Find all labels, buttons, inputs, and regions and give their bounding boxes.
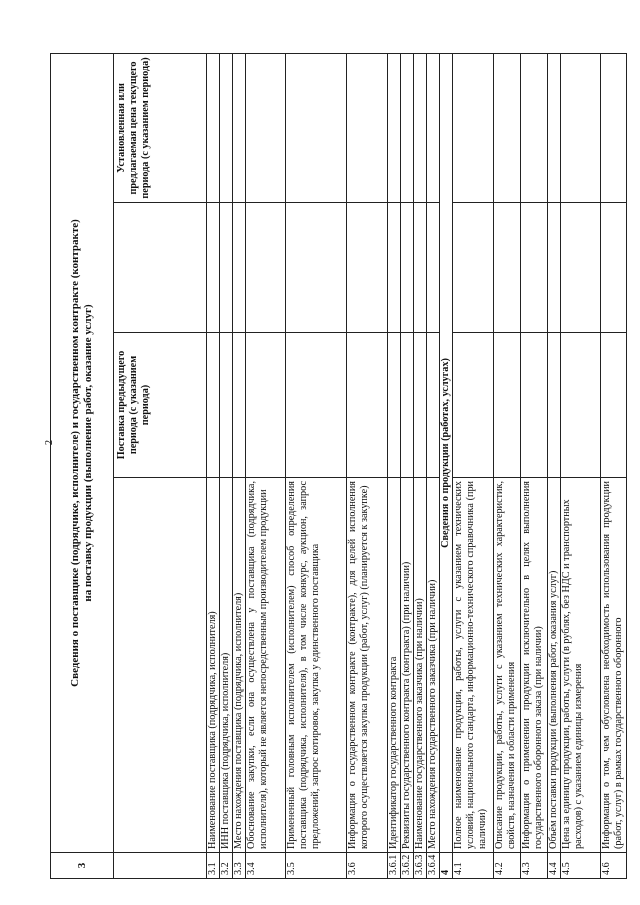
section3-title-row	[51, 53, 114, 878]
cell-value	[414, 333, 427, 478]
cell-value	[427, 53, 440, 202]
row-number: 3.2	[220, 853, 233, 879]
section3-title	[51, 53, 114, 852]
cell-value	[401, 203, 414, 333]
cell-value	[494, 333, 521, 478]
table-row	[601, 53, 627, 878]
cell-value	[347, 203, 388, 333]
cell-value	[207, 203, 220, 333]
row-label: Информация о том, чем обусловлена необходимость использования продукции (работ, услуг) в рамках государственного оборонного	[601, 478, 627, 853]
cell-value	[414, 203, 427, 333]
row-number: 3.6.4	[427, 853, 440, 879]
header-blank-num	[114, 853, 207, 879]
cell-value	[521, 333, 548, 478]
table-row	[521, 53, 548, 878]
cell-value	[601, 333, 627, 478]
cell-value	[453, 203, 494, 333]
cell-value	[286, 53, 347, 202]
cell-value	[233, 333, 246, 478]
cell-value	[401, 53, 414, 202]
cell-value	[561, 203, 601, 333]
row-label: Объём поставки продукции (выполнения работ, оказания услуг)	[548, 478, 561, 853]
cell-value	[246, 203, 286, 333]
row-label: Место нахождения государственного заказчика (при наличии)	[427, 478, 440, 853]
table-row	[347, 53, 388, 878]
cell-value	[601, 203, 627, 333]
row-label: Наименование государственного заказчика (при наличии)	[414, 478, 427, 853]
table-row	[220, 53, 233, 878]
cell-value	[548, 333, 561, 478]
table-row	[494, 53, 521, 878]
table-row	[233, 53, 246, 878]
section4-title: Сведения о продукции (работах, услугах)	[440, 53, 453, 852]
section3-number: 3	[51, 853, 114, 879]
table-row	[207, 53, 220, 878]
row-number: 4.1	[453, 853, 494, 879]
row-number: 3.1	[207, 853, 220, 879]
header-blank-middle	[114, 203, 207, 333]
row-label: Идентификатор государственного контракта	[388, 478, 401, 853]
table-row	[453, 53, 494, 878]
row-number: 3.6.1	[388, 853, 401, 879]
table-row	[246, 53, 286, 878]
row-number: 4.5	[561, 853, 601, 879]
column-header-row	[114, 53, 207, 878]
cell-value	[453, 333, 494, 478]
cell-value	[548, 53, 561, 202]
table-row	[561, 53, 601, 878]
row-label: Место нахождения поставщика (подрядчика, исполнителя)	[233, 478, 246, 853]
cost-table	[50, 53, 627, 879]
section4-title-row	[440, 53, 453, 878]
header-set-price: Установленная или предлагаемая цена текущего периода (с указанием периода)	[114, 53, 207, 202]
cell-value	[521, 203, 548, 333]
cell-value	[414, 53, 427, 202]
row-number: 3.4	[246, 853, 286, 879]
cell-value	[427, 333, 440, 478]
cell-value	[601, 53, 627, 202]
cell-value	[286, 333, 347, 478]
row-number: 4.3	[521, 853, 548, 879]
cell-value	[388, 333, 401, 478]
cell-value	[233, 203, 246, 333]
cell-value	[561, 333, 601, 478]
cell-value	[427, 203, 440, 333]
row-label: Наименование поставщика (подрядчика, исполнителя)	[207, 478, 220, 853]
cell-value	[246, 53, 286, 202]
cell-value	[494, 53, 521, 202]
cell-value	[220, 333, 233, 478]
page-number: 2	[44, 440, 55, 445]
cell-value	[207, 53, 220, 202]
row-label: Информация о государственном контракте (контракте), для целей исполнения которого осуществляется закупка продукции (работ, услуг) (планируется к закупке)	[347, 478, 388, 853]
header-prev-period: Поставка предыдущего периода (с указанием периода)	[114, 333, 207, 478]
cell-value	[347, 333, 388, 478]
header-blank-name	[114, 478, 207, 853]
row-number: 4.4	[548, 853, 561, 879]
cell-value	[286, 203, 347, 333]
row-number: 3.3	[233, 853, 246, 879]
cell-value	[494, 203, 521, 333]
cell-value	[220, 53, 233, 202]
cell-value	[401, 333, 414, 478]
section3-title-line2: на поставку продукции (выполнение работ, оказание услуг)	[82, 304, 94, 602]
row-label: Цена за единицу продукции, работы, услуги (в рублях, без НДС и транспортных расходов) с указанием единицы измерения	[561, 478, 601, 853]
cell-value	[453, 53, 494, 202]
table-row	[286, 53, 347, 878]
row-label: Примененный головным исполнителем (исполнителем) способ определения поставщика (подрядчика, исполнителя), в том числе конкурс, аукцион, запрос предложений, запрос котировок, закупка у единственного поставщика	[286, 478, 347, 853]
table-row	[401, 53, 414, 878]
cell-value	[561, 53, 601, 202]
cell-value	[521, 53, 548, 202]
table-row	[388, 53, 401, 878]
table-row	[414, 53, 427, 878]
cell-value	[207, 333, 220, 478]
rotated-table-container	[50, 54, 625, 879]
cell-value	[548, 203, 561, 333]
cell-value	[347, 53, 388, 202]
row-number: 3.6.3	[414, 853, 427, 879]
cell-value	[388, 203, 401, 333]
cell-value	[233, 53, 246, 202]
row-label: Полное наименование продукции, работы, услуги с указанием технических условий, национального стандарта, информационно-технического справочника (при наличии)	[453, 478, 494, 853]
row-label: Описание продукции, работы, услуги с указанием технических характеристик, свойств, назначения и области применения	[494, 478, 521, 853]
row-label: Реквизиты государственного контракта (контракта) (при наличии)	[401, 478, 414, 853]
section4-number: 4	[440, 853, 453, 879]
row-number: 3.6.2	[401, 853, 414, 879]
row-number: 3.5	[286, 853, 347, 879]
cell-value	[246, 333, 286, 478]
table-row	[427, 53, 440, 878]
cell-value	[220, 203, 233, 333]
row-label: Обоснование закупки, если она осуществлена у поставщика (подрядчика, исполнителя), который не является непосредственным производителем продукции	[246, 478, 286, 853]
row-number: 3.6	[347, 853, 388, 879]
row-number: 4.6	[601, 853, 627, 879]
row-number: 4.2	[494, 853, 521, 879]
table-row	[548, 53, 561, 878]
row-label: ИНН поставщика (подрядчика, исполнителя)	[220, 478, 233, 853]
cell-value	[388, 53, 401, 202]
row-label: Информация о применении продукции исключительно в целях выполнения государственного оборонного заказа (при наличии)	[521, 478, 548, 853]
section3-title-line1: Сведения о поставщике (подрядчике, исполнителе) и государственном контракте (контракте)	[69, 219, 82, 687]
